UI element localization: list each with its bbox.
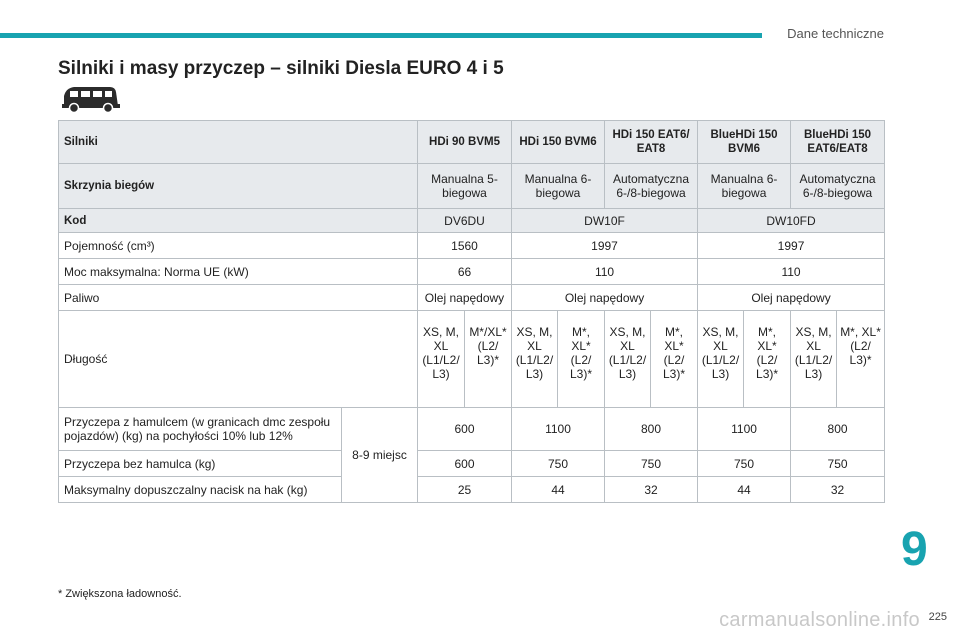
seats-cell: 8-9 miejsc	[342, 408, 418, 503]
cell: Automatyczna 6-/8-biegowa	[605, 164, 698, 209]
cell: 800	[605, 408, 698, 451]
spec-table	[58, 120, 885, 503]
cell: HDi 150 BVM6	[512, 121, 605, 164]
table-row-unbraked-trailer	[59, 451, 885, 477]
cell: 750	[791, 451, 885, 477]
row-label: Moc maksymalna: Norma UE (kW)	[59, 259, 418, 285]
cell: Automatyczna 6-/8-biegowa	[791, 164, 885, 209]
cell: 800	[791, 408, 885, 451]
row-label: Długość	[59, 311, 418, 408]
cell: XS, M, XL (L1/L2/ L3)	[512, 311, 558, 408]
table-row-nose-weight	[59, 477, 885, 503]
accent-bar	[0, 33, 762, 38]
cell: 44	[512, 477, 605, 503]
cell: XS, M, XL (L1/L2/ L3)	[698, 311, 744, 408]
cell: 1997	[512, 233, 698, 259]
table-row-length	[59, 311, 885, 408]
cell: HDi 90 BVM5	[418, 121, 512, 164]
cell: Manualna 5-biegowa	[418, 164, 512, 209]
table-row-engines	[59, 121, 885, 164]
cell: 110	[698, 259, 885, 285]
row-label: Przyczepa bez hamulca (kg)	[59, 451, 342, 477]
table-row-capacity	[59, 233, 885, 259]
van-icon	[58, 84, 122, 114]
cell: BlueHDi 150 EAT6/EAT8	[791, 121, 885, 164]
cell: M*/XL* (L2/ L3)*	[465, 311, 512, 408]
cell: 1560	[418, 233, 512, 259]
cell: 1100	[512, 408, 605, 451]
cell: 25	[418, 477, 512, 503]
row-label: Paliwo	[59, 285, 418, 311]
cell: 44	[698, 477, 791, 503]
cell: 110	[512, 259, 698, 285]
row-label: Maksymalny dopuszczalny nacisk na hak (kg)	[59, 477, 342, 503]
cell: XS, M, XL (L1/L2/ L3)	[418, 311, 465, 408]
cell: 66	[418, 259, 512, 285]
footnote: * Zwiększona ładowność.	[58, 588, 182, 600]
chapter-number: 9	[901, 523, 928, 576]
cell: M*, XL* (L2/ L3)*	[744, 311, 791, 408]
row-label: Pojemność (cm³)	[59, 233, 418, 259]
table-row-power	[59, 259, 885, 285]
cell: 32	[791, 477, 885, 503]
row-label: Silniki	[59, 121, 418, 164]
table-row-fuel	[59, 285, 885, 311]
cell: DW10FD	[698, 209, 885, 233]
cell: 1997	[698, 233, 885, 259]
cell: Manualna 6-biegowa	[698, 164, 791, 209]
cell: Olej napędowy	[418, 285, 512, 311]
cell: XS, M, XL (L1/L2/ L3)	[605, 311, 651, 408]
cell: Manualna 6-biegowa	[512, 164, 605, 209]
cell: DV6DU	[418, 209, 512, 233]
cell: 750	[512, 451, 605, 477]
page-number: 225	[928, 611, 947, 623]
cell: 600	[418, 408, 512, 451]
cell: 750	[698, 451, 791, 477]
cell: Olej napędowy	[698, 285, 885, 311]
cell: Olej napędowy	[512, 285, 698, 311]
cell: M*, XL* (L2/ L3)*	[651, 311, 698, 408]
table-row-code	[59, 209, 885, 233]
row-label: Skrzynia biegów	[59, 164, 418, 209]
cell: DW10F	[512, 209, 698, 233]
cell: 600	[418, 451, 512, 477]
cell: M*, XL* (L2/ L3)*	[558, 311, 605, 408]
cell: 1100	[698, 408, 791, 451]
table-row-braked-trailer	[59, 408, 885, 451]
cell: HDi 150 EAT6/ EAT8	[605, 121, 698, 164]
cell: XS, M, XL (L1/L2/ L3)	[791, 311, 837, 408]
row-label: Przyczepa z hamulcem (w granicach dmc zespołu pojazdów) (kg) na pochyłości 10% lub 12%	[59, 408, 342, 451]
page-title: Silniki i masy przyczep – silniki Diesla EURO 4 i 5	[58, 58, 504, 79]
cell: BlueHDi 150 BVM6	[698, 121, 791, 164]
cell: M*, XL* (L2/ L3)*	[837, 311, 885, 408]
watermark: carmanualsonline.info	[719, 609, 920, 631]
section-header: Dane techniczne	[787, 26, 884, 41]
row-label: Kod	[59, 209, 418, 233]
cell: 750	[605, 451, 698, 477]
cell: 32	[605, 477, 698, 503]
table-row-gearbox	[59, 164, 885, 209]
